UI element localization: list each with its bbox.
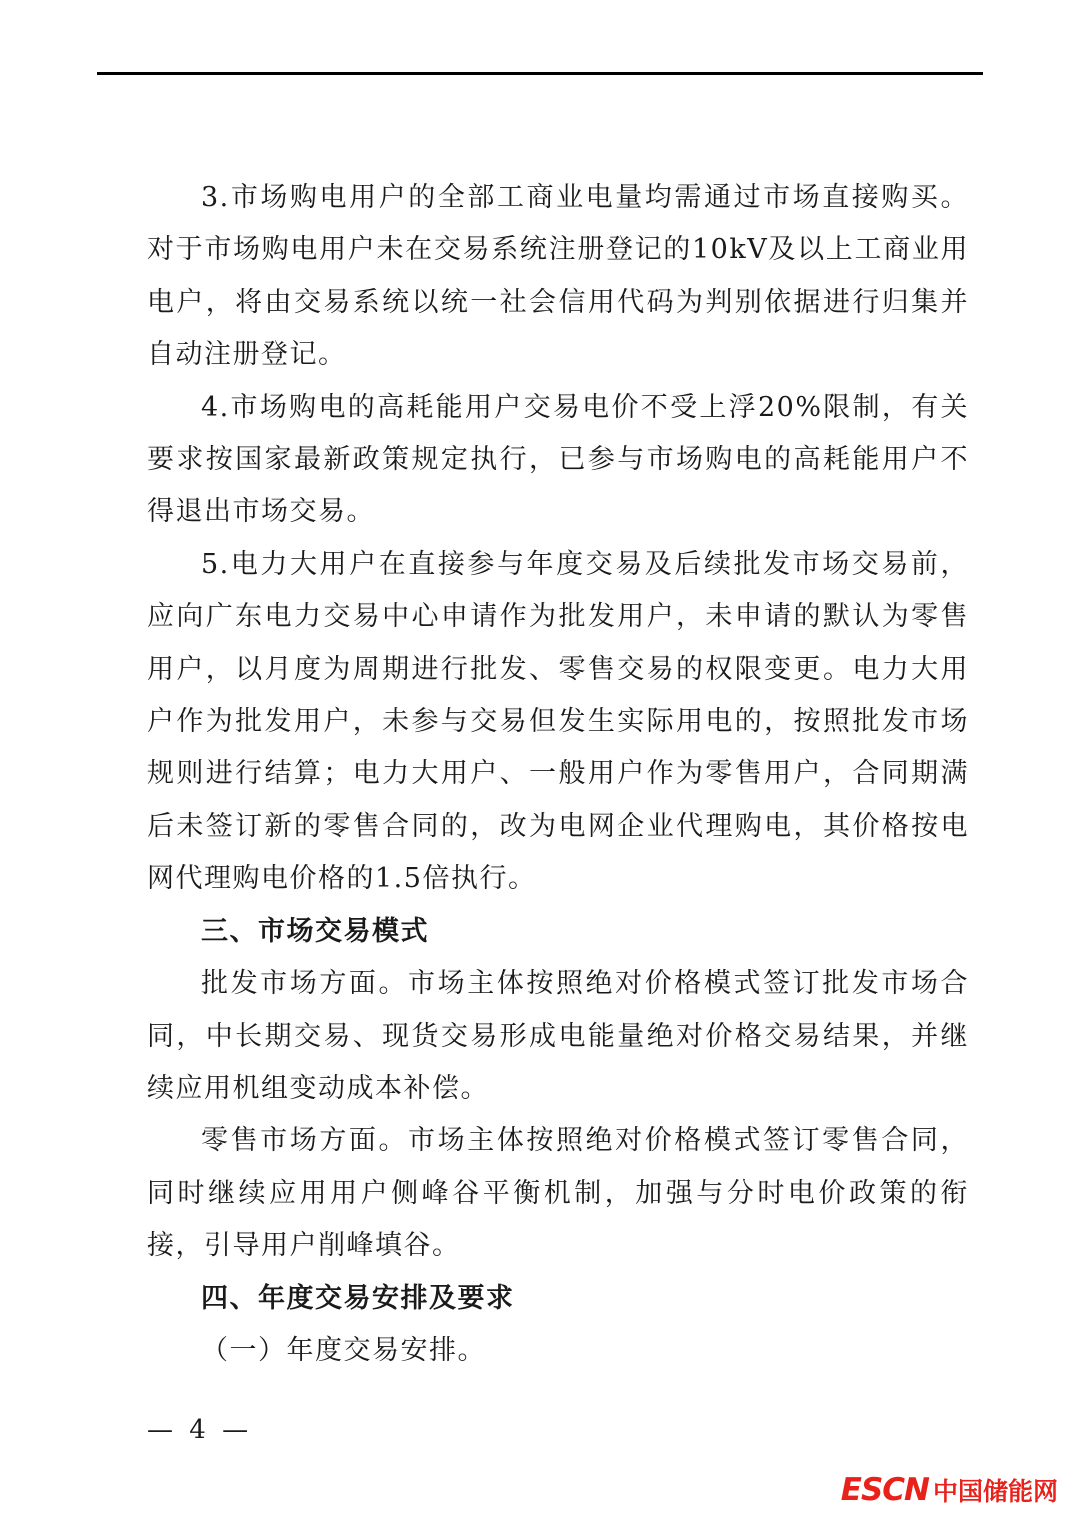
wholesale-paragraph: 批发市场方面。市场主体按照绝对价格模式签订批发市场合同，中长期交易、现货交易形成电能量绝对价格交易结果，并继续应用机组变动成本补偿。 bbox=[147, 968, 969, 1104]
subsection-heading-1: （一）年度交易安排。 bbox=[201, 1334, 486, 1366]
paragraph-item-3: 3.市场购电用户的全部工商业电量均需通过市场直接购买。对于市场购电用户未在交易系统注册登记的10kV及以上工商业用电户，将由交易系统以统一社会信用代码为判别依据进行归集并自动注册登记。 bbox=[147, 182, 969, 371]
section-heading-4: 四、年度交易安排及要求 bbox=[201, 1282, 515, 1314]
paragraph-item-5: 5.电力大用户在直接参与年度交易及后续批发市场交易前，应向广东电力交易中心申请作为批发用户，未申请的默认为零售用户，以月度为周期进行批发、零售交易的权限变更。电力大用户作为批发用户，未参与交易但发生实际用电的，按照批发市场规则进行结算；电力大用户、一般用户作为零售用户，合同期满后未签订新的零售合同的，改为电网企业代理购电，其价格按电网代理购电价格的1.5倍执行。 bbox=[147, 548, 969, 895]
page-number: — 4 — bbox=[147, 1415, 253, 1445]
retail-paragraph: 零售市场方面。市场主体按照绝对价格模式签订零售合同，同时继续应用用户侧峰谷平衡机制，加强与分时电价政策的衔接，引导用户削峰填谷。 bbox=[147, 1125, 969, 1262]
section-heading-3: 三、市场交易模式 bbox=[201, 915, 429, 947]
watermark-latin: ESCN bbox=[840, 1472, 929, 1508]
document-body bbox=[147, 172, 969, 1377]
header-rule bbox=[97, 72, 983, 75]
paragraph-item-4: 4.市场购电的高耗能用户交易电价不受上浮20%限制，有关要求按国家最新政策规定执行，已参与市场购电的高耗能用户不得退出市场交易。 bbox=[147, 391, 969, 528]
watermark-cn: 中国储能网 bbox=[932, 1477, 1058, 1506]
escn-watermark-logo bbox=[841, 1468, 1058, 1512]
